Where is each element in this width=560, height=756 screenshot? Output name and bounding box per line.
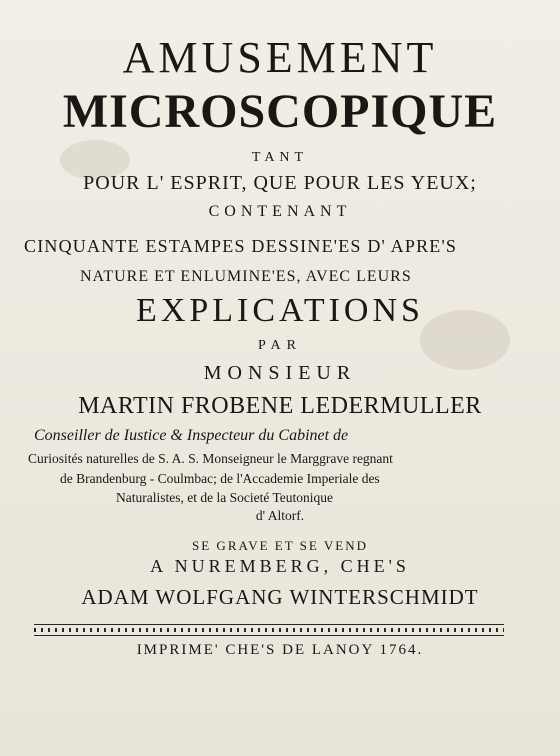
explications-heading: EXPLICATIONS [136,292,424,329]
title-line-1: AMUSEMENT [122,33,438,82]
subtitle-pour: POUR L' ESPRIT, QUE POUR LES YEUX; [83,172,477,194]
subtitle-nature: NATURE ET ENLUMINE'ES, AVEC LEURS [80,268,412,285]
author-credentials-4: Naturalistes, et de la Societé Teutonique [116,490,333,505]
subtitle-cinquante: CINQUANTE ESTAMPES DESSINE'ES D' APRE'S [24,236,458,256]
sale-notice: SE GRAVE ET SE VEND [192,538,368,553]
author-credentials-1: Conseiller de Iustice & Inspecteur du Cabinet de [34,427,349,444]
title-line-2: MICROSCOPIQUE [62,85,498,138]
author-credentials-3: de Brandenburg - Coulmbac; de l'Accademie Imperiale des [60,471,380,486]
tant-text: TANT [251,150,309,165]
city-line: A NUREMBERG, CHE'S [150,556,410,576]
publisher-name: ADAM WOLFGANG WINTERSCHMIDT [81,585,479,609]
monsieur-text: MONSIEUR [203,362,357,384]
contenant-text: CONTENANT [208,203,352,220]
ornamental-rule [34,624,504,636]
author-credentials-2: Curiosités naturelles de S. A. S. Monseigneur le Marggrave regnant [28,451,393,466]
imprint-line: IMPRIME' CHE'S DE LANOY 1764. [136,642,424,658]
author-credentials-5: d' Altorf. [255,508,305,523]
author-name: MARTIN FROBENE LEDERMULLER [78,393,482,419]
par-text: PAR [258,338,302,353]
